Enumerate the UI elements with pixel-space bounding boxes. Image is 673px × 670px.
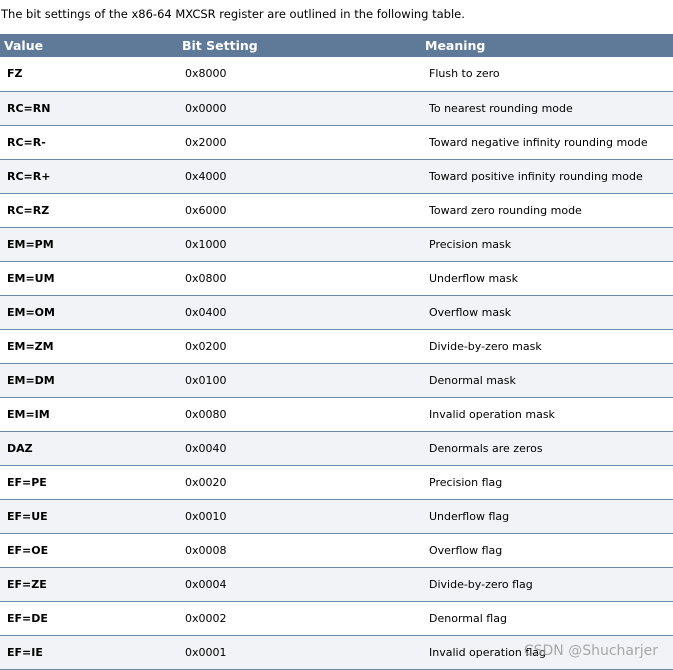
table-row <box>0 499 673 533</box>
meaning-cell: Overflow mask <box>429 305 512 319</box>
meaning-cell: Denormal mask <box>429 373 516 387</box>
bit-setting-cell: 0x8000 <box>185 67 227 81</box>
value-cell: EF=OE <box>7 543 49 557</box>
table-row <box>0 567 673 601</box>
meaning-cell: Toward negative infinity rounding mode <box>429 135 648 149</box>
value-cell: RC=RZ <box>7 203 50 217</box>
table-row <box>0 465 673 499</box>
value-cell: FZ <box>7 67 23 81</box>
bit-setting-cell: 0x0004 <box>185 577 227 591</box>
table-row <box>0 431 673 465</box>
meaning-cell: Denormal flag <box>429 611 507 625</box>
mxcsr-bit-table <box>0 34 673 670</box>
watermark: CSDN @Shucharjer <box>523 643 658 659</box>
meaning-cell: Invalid operation flag <box>429 645 547 659</box>
table-row <box>0 227 673 261</box>
header-bit-setting: Bit Setting <box>182 38 258 53</box>
bit-setting-cell: 0x0400 <box>185 305 227 319</box>
bit-setting-cell: 0x0001 <box>185 645 227 659</box>
meaning-cell: Underflow flag <box>429 509 510 523</box>
value-cell: RC=RN <box>7 101 51 115</box>
table-row <box>0 57 673 91</box>
value-cell: EM=ZM <box>7 339 54 353</box>
value-cell: DAZ <box>7 441 33 455</box>
value-cell: EM=UM <box>7 271 55 285</box>
bit-setting-cell: 0x0100 <box>185 373 227 387</box>
meaning-cell: Divide-by-zero mask <box>429 339 542 353</box>
table-row <box>0 533 673 567</box>
value-cell: EF=UE <box>7 509 48 523</box>
meaning-cell: Precision mask <box>429 237 512 251</box>
table-row <box>0 159 673 193</box>
bit-setting-cell: 0x0040 <box>185 441 227 455</box>
value-cell: EM=IM <box>7 407 50 421</box>
meaning-cell: Underflow mask <box>429 271 519 285</box>
meaning-cell: Toward zero rounding mode <box>429 203 582 217</box>
meaning-cell: Toward positive infinity rounding mode <box>429 169 643 183</box>
value-cell: EM=OM <box>7 305 55 319</box>
bit-setting-cell: 0x1000 <box>185 237 227 251</box>
intro-text: The bit settings of the x86-64 MXCSR register are outlined in the following table. <box>1 7 465 21</box>
meaning-cell: Overflow flag <box>429 543 503 557</box>
header-value: Value <box>4 38 44 53</box>
table-row <box>0 601 673 635</box>
meaning-cell: Flush to zero <box>429 67 500 81</box>
value-cell: EF=ZE <box>7 577 47 591</box>
value-cell: RC=R- <box>7 135 46 149</box>
meaning-cell: Precision flag <box>429 475 503 489</box>
bit-setting-cell: 0x0010 <box>185 509 227 523</box>
bit-setting-cell: 0x0080 <box>185 407 227 421</box>
header-meaning: Meaning <box>425 38 486 53</box>
table-row <box>0 91 673 125</box>
meaning-cell: Denormals are zeros <box>429 441 543 455</box>
bit-setting-cell: 0x6000 <box>185 203 227 217</box>
table-row <box>0 295 673 329</box>
bit-setting-cell: 0x0800 <box>185 271 227 285</box>
meaning-cell: To nearest rounding mode <box>429 101 573 115</box>
table-row <box>0 363 673 397</box>
value-cell: EM=DM <box>7 373 55 387</box>
bit-setting-cell: 0x2000 <box>185 135 227 149</box>
value-cell: EM=PM <box>7 237 54 251</box>
table-row <box>0 193 673 227</box>
meaning-cell: Invalid operation mask <box>429 407 555 421</box>
table-row <box>0 397 673 431</box>
bit-setting-cell: 0x0200 <box>185 339 227 353</box>
bit-setting-cell: 0x0000 <box>185 101 227 115</box>
value-cell: EF=IE <box>7 645 43 659</box>
table-row <box>0 261 673 295</box>
value-cell: RC=R+ <box>7 169 51 183</box>
bit-setting-cell: 0x4000 <box>185 169 227 183</box>
value-cell: EF=PE <box>7 475 47 489</box>
bit-setting-cell: 0x0008 <box>185 543 227 557</box>
bit-setting-cell: 0x0002 <box>185 611 227 625</box>
value-cell: EF=DE <box>7 611 48 625</box>
table-row <box>0 329 673 363</box>
meaning-cell: Divide-by-zero flag <box>429 577 533 591</box>
table-row <box>0 125 673 159</box>
table-header-row <box>0 34 673 57</box>
bit-setting-cell: 0x0020 <box>185 475 227 489</box>
